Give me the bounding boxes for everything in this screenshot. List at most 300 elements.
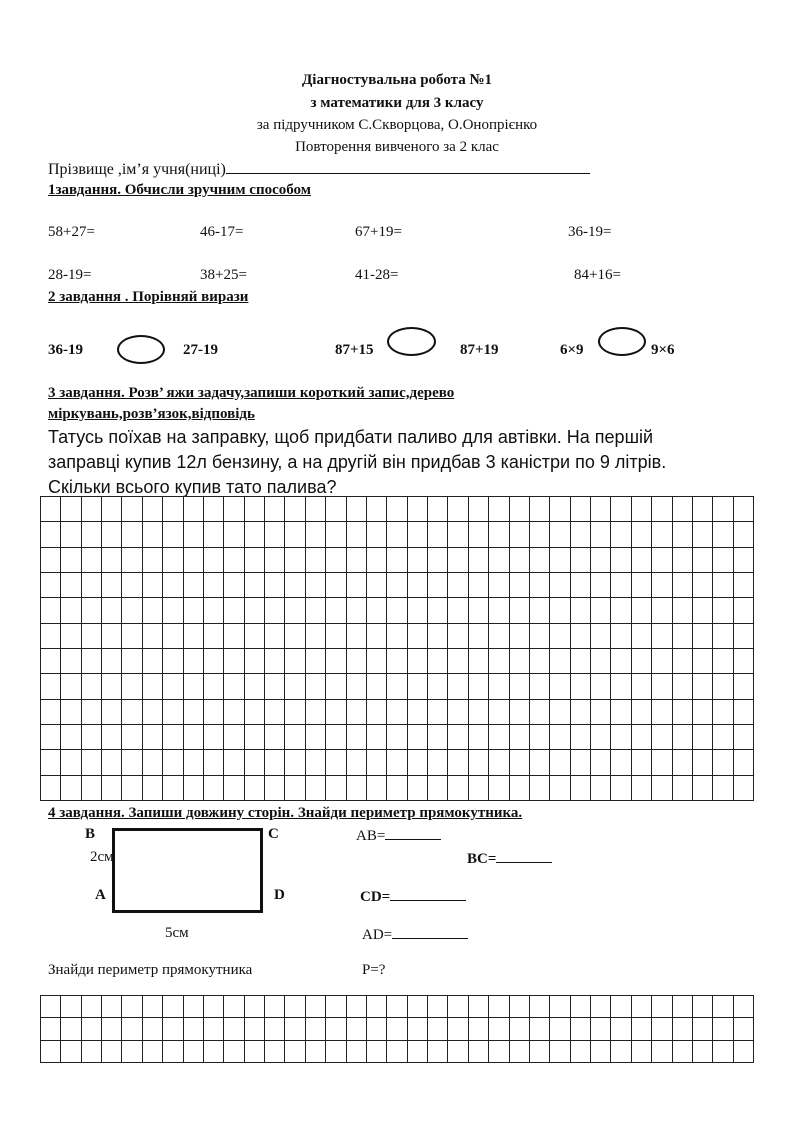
grid-cell (510, 522, 530, 547)
grid-cell (713, 497, 733, 522)
grid-cell (693, 1018, 713, 1040)
grid-cell (347, 649, 367, 674)
grid-cell (673, 725, 693, 750)
grid-cell (347, 725, 367, 750)
grid-cell (693, 674, 713, 699)
grid-cell (632, 598, 652, 623)
grid-cell (591, 1041, 611, 1063)
grid-cell (306, 548, 326, 573)
grid-cell (632, 573, 652, 598)
grid-cell (632, 996, 652, 1018)
grid-cell (652, 700, 672, 725)
grid-cell (550, 776, 570, 801)
grid-cell (448, 700, 468, 725)
grid-cell (265, 624, 285, 649)
grid-cell (265, 649, 285, 674)
grid-cell (41, 725, 61, 750)
grid-cell (693, 649, 713, 674)
grid-cell (387, 522, 407, 547)
grid-cell (571, 1041, 591, 1063)
grid-cell (82, 573, 102, 598)
grid-cell (591, 497, 611, 522)
vertex-b-label: B (85, 826, 96, 842)
grid-cell (510, 624, 530, 649)
grid-cell (734, 522, 754, 547)
grid-cell (122, 700, 142, 725)
grid-cell (204, 548, 224, 573)
grid-cell (82, 598, 102, 623)
grid-cell (245, 996, 265, 1018)
grid-cell (550, 674, 570, 699)
grid-cell (510, 548, 530, 573)
grid-cell (143, 522, 163, 547)
grid-cell (163, 598, 183, 623)
grid-cell (41, 1018, 61, 1040)
grid-cell (428, 996, 448, 1018)
grid-cell (347, 700, 367, 725)
grid-cell (41, 649, 61, 674)
grid-cell (693, 624, 713, 649)
doc-title: Діагностувальна робота №1 (301, 72, 493, 88)
grid-cell (591, 1018, 611, 1040)
grid-cell (673, 750, 693, 775)
grid-cell (265, 750, 285, 775)
grid-cell (306, 598, 326, 623)
grid-cell (367, 725, 387, 750)
grid-cell (693, 700, 713, 725)
grid-cell (469, 750, 489, 775)
grid-cell (530, 598, 550, 623)
grid-cell (530, 776, 550, 801)
grid-cell (102, 996, 122, 1018)
grid-cell (652, 996, 672, 1018)
grid-cell (693, 573, 713, 598)
student-name-field[interactable] (48, 158, 590, 180)
grid-cell (122, 1018, 142, 1040)
grid-cell (245, 624, 265, 649)
grid-cell (408, 725, 428, 750)
grid-cell (245, 573, 265, 598)
grid-cell (265, 598, 285, 623)
grid-cell (469, 996, 489, 1018)
grid-cell (61, 624, 81, 649)
grid-cell (550, 1041, 570, 1063)
grid-cell (693, 725, 713, 750)
grid-cell (285, 776, 305, 801)
grid-cell (122, 548, 142, 573)
grid-cell (571, 598, 591, 623)
task3-heading-line1: 3 завдання. Розв’ яжи задачу,запиши короткий запис,дерево (48, 385, 455, 401)
grid-cell (530, 649, 550, 674)
grid-cell (41, 598, 61, 623)
bc-label: BC= (467, 851, 497, 867)
grid-cell (306, 1041, 326, 1063)
compare-oval-3[interactable] (598, 327, 646, 356)
grid-cell (245, 649, 265, 674)
task1-expr: 36-19= (568, 224, 612, 240)
grid-cell (61, 522, 81, 547)
grid-cell (224, 573, 244, 598)
grid-cell (734, 497, 754, 522)
grid-cell (469, 522, 489, 547)
grid-cell (448, 996, 468, 1018)
task1-expr: 84+16= (574, 267, 621, 283)
grid-cell (367, 624, 387, 649)
grid-cell (428, 548, 448, 573)
grid-cell (510, 700, 530, 725)
grid-cell (163, 1018, 183, 1040)
doc-textbook: за підручником С.Скворцова, О.Онопрієнко (256, 117, 538, 133)
bc-answer[interactable] (467, 847, 552, 869)
grid-cell (285, 624, 305, 649)
side-long-label: 5см (165, 925, 189, 941)
grid-cell (713, 522, 733, 547)
grid-cell (143, 750, 163, 775)
grid-cell (102, 776, 122, 801)
grid-cell (611, 700, 631, 725)
grid-cell (550, 624, 570, 649)
grid-cell (713, 1041, 733, 1063)
grid-cell (204, 497, 224, 522)
grid-cell (489, 725, 509, 750)
grid-cell (632, 624, 652, 649)
grid-cell (489, 548, 509, 573)
grid-cell (184, 548, 204, 573)
grid-cell (224, 674, 244, 699)
grid-cell (245, 674, 265, 699)
grid-cell (285, 700, 305, 725)
grid-cell (163, 624, 183, 649)
grid-cell (408, 700, 428, 725)
grid-cell (652, 522, 672, 547)
grid-cell (184, 497, 204, 522)
grid-cell (347, 497, 367, 522)
grid-cell (122, 1041, 142, 1063)
grid-cell (408, 674, 428, 699)
grid-cell (530, 573, 550, 598)
grid-cell (489, 996, 509, 1018)
perimeter-grid[interactable] (40, 995, 754, 1063)
grid-cell (734, 573, 754, 598)
grid-cell (61, 1041, 81, 1063)
cd-answer[interactable] (360, 885, 466, 907)
grid-cell (387, 776, 407, 801)
grid-cell (245, 1018, 265, 1040)
grid-cell (673, 548, 693, 573)
grid-cell (285, 1041, 305, 1063)
grid-cell (387, 573, 407, 598)
grid-cell (184, 750, 204, 775)
grid-cell (734, 598, 754, 623)
grid-cell (122, 522, 142, 547)
grid-cell (265, 573, 285, 598)
grid-cell (347, 776, 367, 801)
grid-cell (163, 674, 183, 699)
grid-cell (143, 1041, 163, 1063)
grid-cell (204, 750, 224, 775)
grid-cell (428, 1018, 448, 1040)
grid-cell (550, 750, 570, 775)
grid-cell (285, 750, 305, 775)
grid-cell (163, 996, 183, 1018)
grid-cell (61, 1018, 81, 1040)
grid-cell (82, 1018, 102, 1040)
grid-cell (510, 497, 530, 522)
grid-cell (326, 522, 346, 547)
grid-cell (652, 1041, 672, 1063)
grid-cell (591, 522, 611, 547)
grid-cell (387, 1018, 407, 1040)
grid-cell (326, 497, 346, 522)
grid-cell (102, 700, 122, 725)
grid-cell (41, 674, 61, 699)
grid-cell (530, 1018, 550, 1040)
grid-cell (224, 750, 244, 775)
grid-cell (693, 1041, 713, 1063)
grid-cell (306, 776, 326, 801)
grid-cell (61, 573, 81, 598)
grid-cell (61, 674, 81, 699)
ab-label: AB= (356, 828, 386, 844)
grid-cell (530, 700, 550, 725)
grid-cell (82, 776, 102, 801)
task2-expr: 87+19 (460, 342, 499, 358)
task1-expr: 38+25= (200, 267, 247, 283)
compare-oval-1[interactable] (117, 335, 165, 364)
grid-cell (469, 700, 489, 725)
grid-cell (611, 548, 631, 573)
grid-cell (387, 996, 407, 1018)
grid-cell (224, 776, 244, 801)
grid-cell (61, 996, 81, 1018)
compare-oval-2[interactable] (387, 327, 436, 356)
grid-cell (408, 776, 428, 801)
grid-cell (326, 725, 346, 750)
grid-cell (713, 598, 733, 623)
grid-cell (387, 725, 407, 750)
grid-cell (673, 522, 693, 547)
grid-cell (408, 1041, 428, 1063)
grid-cell (41, 522, 61, 547)
grid-cell (82, 1041, 102, 1063)
grid-cell (326, 624, 346, 649)
grid-cell (326, 1041, 346, 1063)
grid-cell (632, 548, 652, 573)
grid-cell (652, 497, 672, 522)
grid-cell (367, 598, 387, 623)
grid-cell (571, 548, 591, 573)
ab-answer[interactable] (356, 824, 441, 846)
grid-cell (550, 725, 570, 750)
task1-expr: 41-28= (355, 267, 399, 283)
grid-cell (571, 497, 591, 522)
grid-cell (734, 700, 754, 725)
grid-cell (306, 649, 326, 674)
grid-cell (163, 649, 183, 674)
grid-cell (489, 750, 509, 775)
grid-cell (489, 497, 509, 522)
grid-cell (61, 750, 81, 775)
grid-cell (204, 776, 224, 801)
grid-cell (489, 649, 509, 674)
grid-cell (265, 1041, 285, 1063)
student-name-blank[interactable] (226, 158, 590, 174)
grid-cell (367, 497, 387, 522)
grid-cell (510, 725, 530, 750)
grid-cell (245, 725, 265, 750)
answer-grid[interactable] (40, 496, 754, 801)
grid-cell (428, 776, 448, 801)
cd-blank[interactable] (390, 885, 466, 901)
grid-cell (82, 725, 102, 750)
grid-cell (448, 573, 468, 598)
grid-cell (611, 776, 631, 801)
grid-cell (285, 725, 305, 750)
grid-cell (61, 497, 81, 522)
grid-cell (347, 1041, 367, 1063)
grid-cell (428, 522, 448, 547)
grid-cell (448, 649, 468, 674)
grid-cell (428, 700, 448, 725)
grid-cell (387, 700, 407, 725)
ad-blank[interactable] (392, 923, 468, 939)
grid-cell (734, 725, 754, 750)
grid-cell (102, 548, 122, 573)
grid-cell (82, 674, 102, 699)
grid-cell (673, 674, 693, 699)
grid-cell (571, 674, 591, 699)
grid-cell (510, 598, 530, 623)
grid-cell (489, 1041, 509, 1063)
grid-cell (143, 725, 163, 750)
grid-cell (611, 624, 631, 649)
grid-cell (571, 700, 591, 725)
grid-cell (224, 700, 244, 725)
grid-cell (489, 598, 509, 623)
grid-cell (611, 522, 631, 547)
ad-answer[interactable] (362, 923, 468, 945)
grid-cell (102, 750, 122, 775)
grid-cell (408, 624, 428, 649)
grid-cell (591, 624, 611, 649)
task2-expr: 9×6 (651, 342, 675, 358)
grid-cell (408, 497, 428, 522)
grid-cell (285, 996, 305, 1018)
grid-cell (347, 548, 367, 573)
grid-cell (122, 996, 142, 1018)
grid-cell (224, 725, 244, 750)
grid-cell (448, 750, 468, 775)
grid-cell (285, 522, 305, 547)
grid-cell (428, 725, 448, 750)
grid-cell (550, 1018, 570, 1040)
task3-story-line: заправці купив 12л бензину, а на другій він придбав 3 каністри по 9 літрів. (48, 452, 667, 472)
grid-cell (326, 674, 346, 699)
rectangle-figure (112, 828, 263, 913)
grid-cell (265, 776, 285, 801)
grid-cell (591, 725, 611, 750)
grid-cell (469, 624, 489, 649)
grid-cell (734, 649, 754, 674)
grid-cell (265, 522, 285, 547)
ab-blank[interactable] (385, 824, 441, 840)
grid-cell (285, 598, 305, 623)
grid-cell (469, 1041, 489, 1063)
grid-cell (591, 674, 611, 699)
grid-cell (632, 1041, 652, 1063)
grid-cell (122, 624, 142, 649)
grid-cell (367, 1018, 387, 1040)
grid-cell (184, 996, 204, 1018)
grid-cell (306, 497, 326, 522)
grid-cell (448, 1041, 468, 1063)
grid-cell (530, 674, 550, 699)
grid-cell (184, 624, 204, 649)
grid-cell (387, 1041, 407, 1063)
grid-cell (184, 700, 204, 725)
grid-cell (102, 1041, 122, 1063)
grid-cell (82, 700, 102, 725)
grid-cell (61, 776, 81, 801)
grid-cell (611, 674, 631, 699)
grid-cell (347, 1018, 367, 1040)
grid-cell (387, 497, 407, 522)
vertex-a-label: A (95, 887, 106, 903)
grid-cell (632, 674, 652, 699)
grid-cell (713, 624, 733, 649)
grid-cell (245, 1041, 265, 1063)
grid-cell (224, 548, 244, 573)
grid-cell (41, 776, 61, 801)
grid-cell (347, 573, 367, 598)
grid-cell (510, 674, 530, 699)
grid-cell (285, 497, 305, 522)
grid-cell (184, 522, 204, 547)
grid-cell (82, 548, 102, 573)
grid-cell (224, 598, 244, 623)
bc-blank[interactable] (496, 847, 552, 863)
grid-cell (734, 548, 754, 573)
grid-cell (571, 725, 591, 750)
grid-cell (428, 497, 448, 522)
grid-cell (489, 700, 509, 725)
grid-cell (122, 598, 142, 623)
grid-cell (510, 776, 530, 801)
task3-heading-line2: міркувань,розв’язок,відповідь (48, 406, 255, 422)
grid-cell (163, 750, 183, 775)
grid-cell (428, 598, 448, 623)
grid-cell (550, 522, 570, 547)
grid-cell (510, 996, 530, 1018)
grid-cell (204, 1041, 224, 1063)
grid-cell (510, 1041, 530, 1063)
grid-cell (673, 1041, 693, 1063)
grid-cell (184, 776, 204, 801)
grid-cell (550, 996, 570, 1018)
grid-cell (326, 649, 346, 674)
grid-cell (530, 497, 550, 522)
grid-cell (713, 548, 733, 573)
grid-cell (734, 1041, 754, 1063)
grid-cell (693, 776, 713, 801)
grid-cell (122, 725, 142, 750)
grid-cell (204, 522, 224, 547)
perimeter-prompt: Знайди периметр прямокутника (48, 962, 253, 978)
grid-cell (347, 996, 367, 1018)
grid-cell (102, 649, 122, 674)
grid-cell (530, 750, 550, 775)
grid-cell (510, 649, 530, 674)
